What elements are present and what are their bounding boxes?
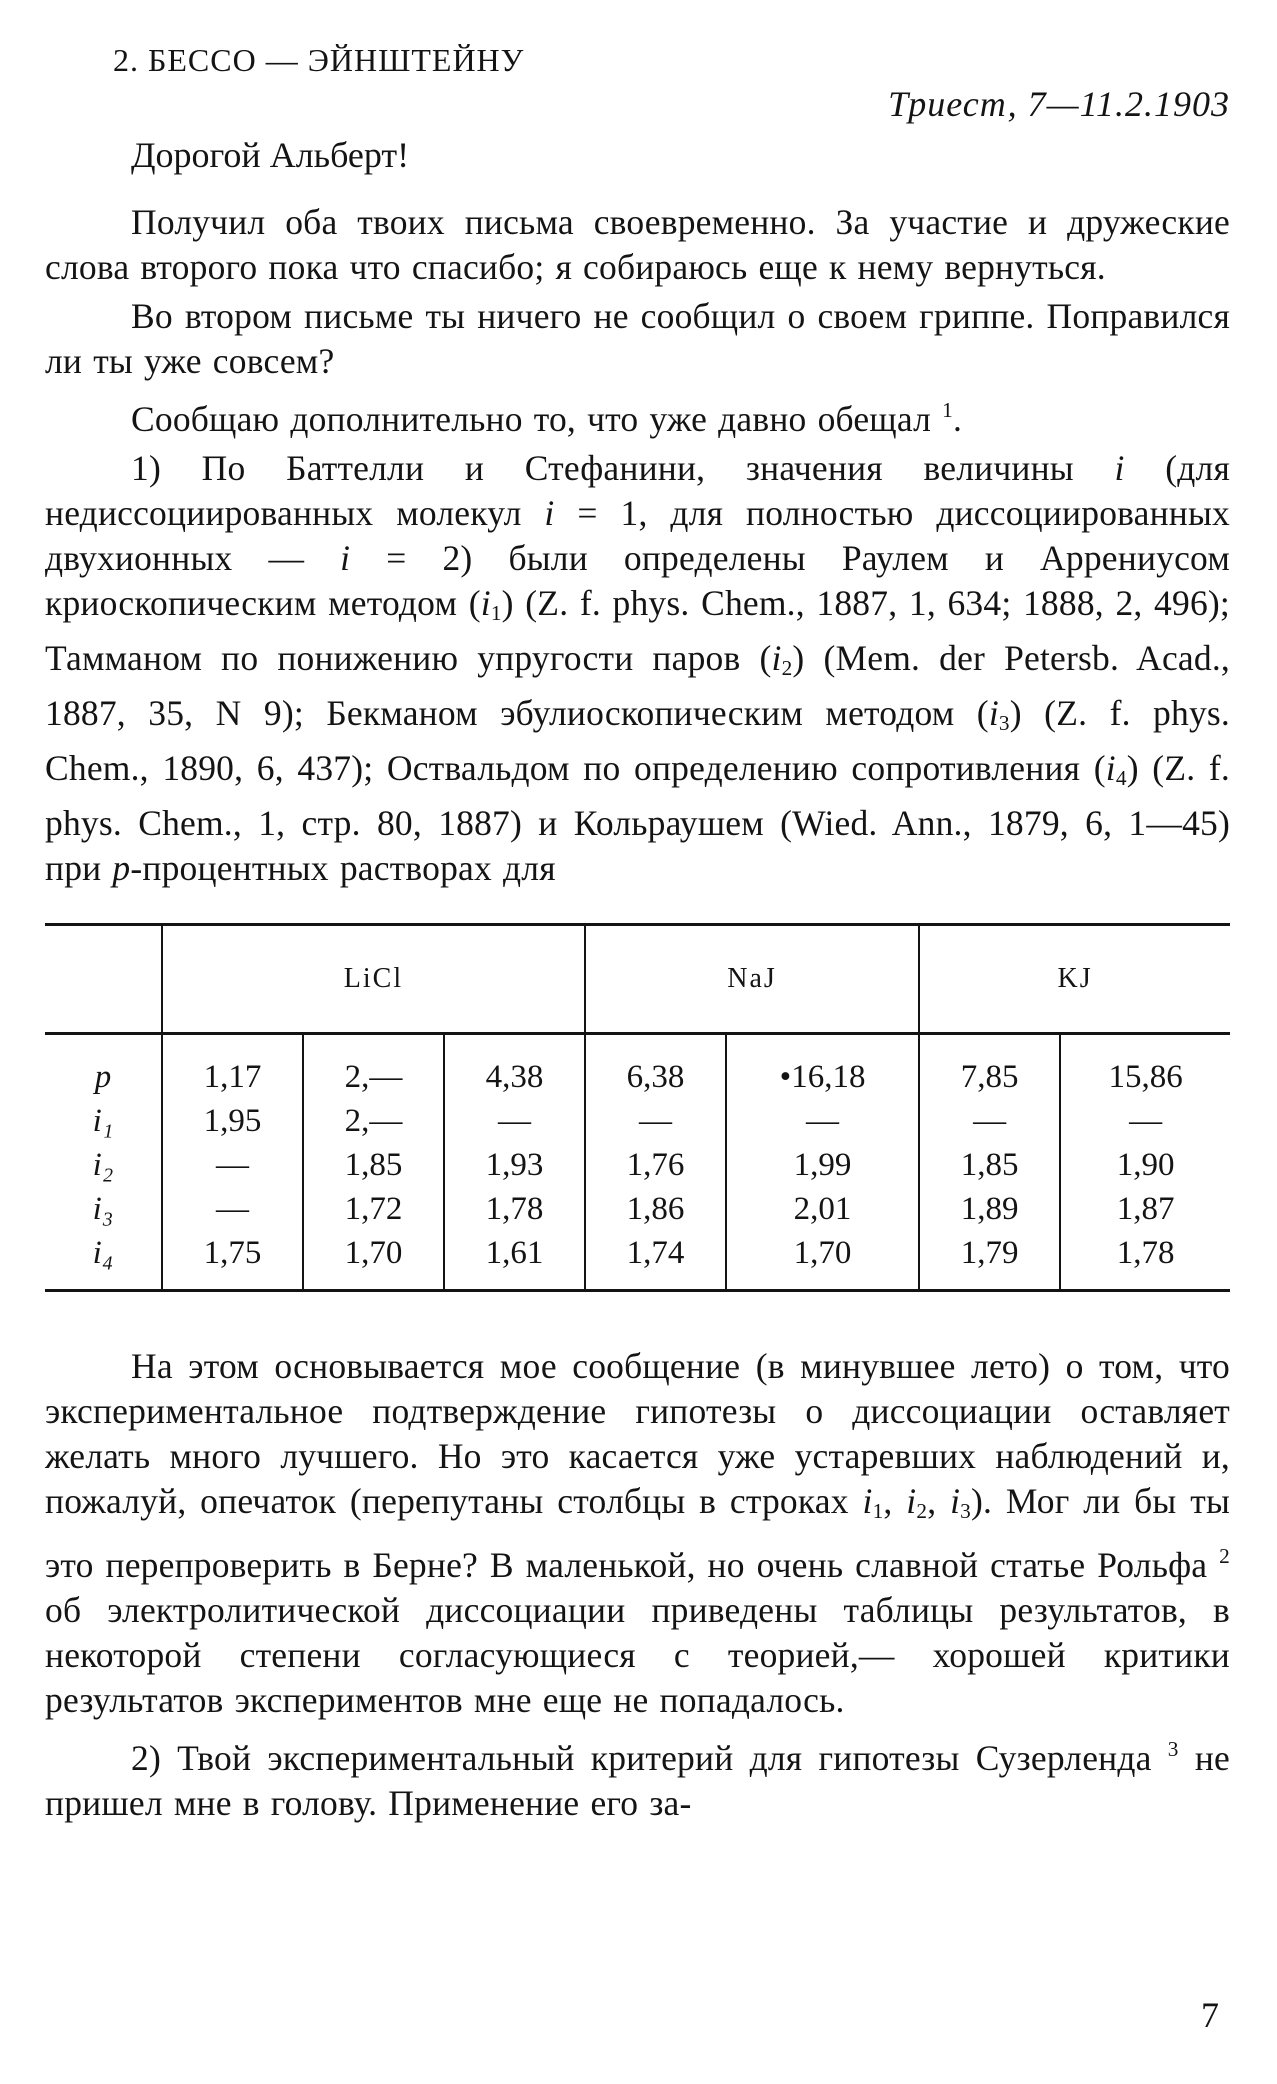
paragraph-5: На этом основывается мое сообщение (в минувшее лето) о том, что экспериментальное подтверждение гипотезы о диссоциации оставляет желать много лучшего. Но это касается уже устаревших наблюдений и, пожалуй, опечаток (перепутаны столбцы в строках $i_1$, $i_2$, $i_3$). Мог ли бы ты это перепроверить в Берне? В маленькой, но очень славной статье Рольфа $^2$ об электролитической диссоциации приведены таблицы результатов, в некоторой степени согласующиеся с теорией,— хорошей критики результатов экспериментов мне еще не попадалось. — [45, 1346, 1230, 1720]
footnote-ref: 1 — [942, 398, 953, 422]
header-kj: KJ — [919, 925, 1230, 1034]
paragraph-1: Получил оба твоих письма своевременно. За участие и дружеские слова второго пока что спасибо; я собираюсь еще к нему вернуться. — [45, 202, 1230, 287]
table-row: i₃ — 1,72 1,78 1,86 2,01 1,89 1,87 — [45, 1187, 1230, 1231]
table-row: p 1,17 2,— 4,38 6,38 •16,18 7,85 15,86 — [45, 1034, 1230, 1100]
place-date: Триест, 7—11.2.1903 — [888, 84, 1230, 124]
table-row: i₂ — 1,85 1,93 1,76 1,99 1,85 1,90 — [45, 1143, 1230, 1187]
table-row: i₄ 1,75 1,70 1,61 1,74 1,70 1,79 1,78 — [45, 1231, 1230, 1291]
letter-heading: 2. БЕССО — ЭЙНШТЕЙНУ — [113, 42, 525, 78]
paragraph-6: 2) Твой экспериментальный критерий для гипотезы Сузерленда $^3$ не пришел мне в голову. Применение его за- — [45, 1737, 1230, 1823]
header-licl: LiCl — [162, 925, 585, 1034]
salutation: Дорогой Альберт! — [131, 135, 410, 175]
paragraph-4: 1) По Баттелли и Стефанини, значения величины i (для недиссоциированных молекул i = 1, для полностью диссоциированных двухионных — i = 2) были определены Раулем и Аррениусом криоскопическим методом $(i_1)$ (Z. f. phys. Chem., 1887, 1, 634; 1888, 2, 496); Тамманом по понижению упругости паров $(i_2)$ (Mem. der Petersb. Acad., 1887, 35, N 9); Бекманом эбулиоскопическим методом $(i_3)$ (Z. f. phys. Chem., 1890, 6, 437); Оствальдом по определению сопротивления $(i_4)$ (Z. f. phys. Chem., 1, стр. 80, 1887) и Кольраушем (Wied. Ann., 1879, 6, 1—45) при p-процентных растворах для — [45, 448, 1231, 888]
paragraph-2: Во втором письме ты ничего не сообщил о своем гриппе. Поправился ли ты уже совсем? — [45, 296, 1230, 381]
paragraph-3: Сообщаю дополнительно то, что уже давно обещал $^1$. — [131, 398, 963, 439]
table-row: i₁ 1,95 2,— — — — — — — [45, 1099, 1230, 1143]
data-table — [45, 923, 1230, 1292]
page-number: 7 — [1201, 1995, 1219, 2035]
letter-page — [45, 40, 1230, 1830]
header-naj: NaJ — [585, 925, 919, 1034]
footnote-ref: 2 — [1219, 1544, 1230, 1568]
footnote-ref: 3 — [1167, 1737, 1179, 1761]
table-corner — [45, 925, 162, 1034]
